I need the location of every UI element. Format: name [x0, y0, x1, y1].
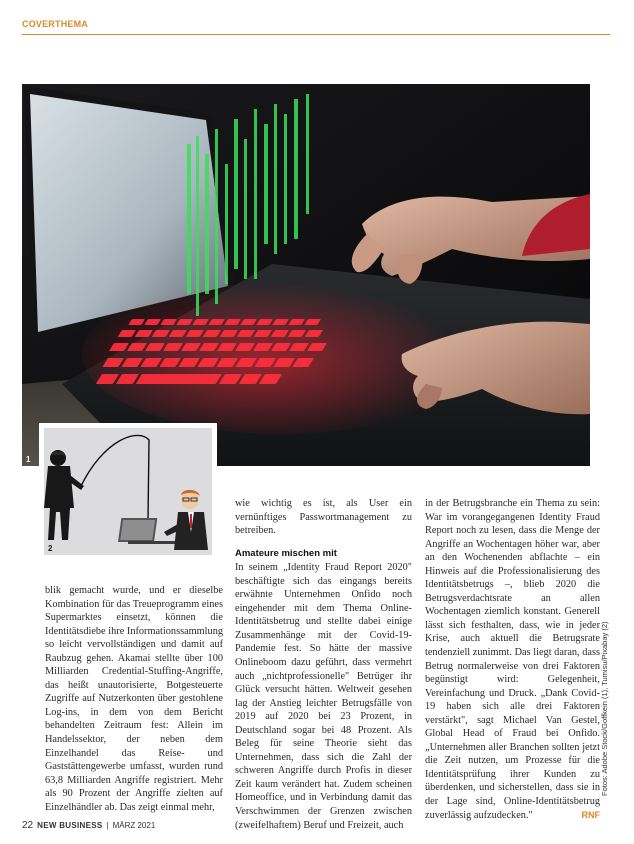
- issue-date: MÄRZ 2021: [112, 821, 156, 830]
- section-rule: [22, 34, 610, 35]
- hero-image: [22, 84, 590, 466]
- column-3-text: [425, 497, 600, 822]
- subheading: Amateure mischen mit: [235, 547, 337, 559]
- article-column-3: [425, 497, 600, 822]
- article-column-1: [45, 584, 223, 814]
- column-3-body: in der Betrugsbranche ein Thema zu sein: War im vorangegangenen Identity Fraud Report noch zu lesen, dass die Menge der Angriffe an Wochentagen höher war, aber an den Wochenenden abflachte – ein Hinweis auf die Professionalisierung des Identitätsbetrugs –, blieb 2020 die Betrugsverdachtsrate an allen Wochentagen ziemlich konstant. Generell lässt sich festhalten, dass, wie in jeder Krise, auch aktuell die Betrugsrate tendenziell zunimmt. Das liegt daran, dass Betrug normalerweise von drei Faktoren begünstigt wird: Gelegenheit, Vereinfachung und Druck. „Dank Covid-19 haben sich alle drei Faktoren verstärkt", sagt Michael Van Gestel, Global Head of Fraud bei Onfido. „Unternehmen aller Branchen sollten jetzt die Zeit nutzen, um Prozesse für die Identitätsprüfung ihrer Kunden zu überdenken, und sicherstellen, dass sie in der Lage sind, Online-Identitätsbetrug zuverlässig aufzudecken.": [425, 498, 600, 821]
- hero-image-number: 1: [26, 455, 31, 464]
- magazine-name: NEW BUSINESS: [37, 821, 103, 830]
- page-footer: [22, 820, 155, 831]
- author-signature: RNF: [581, 809, 600, 820]
- inset-illustration: [39, 423, 217, 560]
- page-number: 22: [22, 820, 34, 831]
- column-2-intro: wie wichtig es ist, als User ein vernünftiges Passwortmanagement zu betreiben.: [235, 498, 412, 537]
- column-2-text: In seinem „Identity Fraud Report 2020" beschäftigte sich das eingangs bereits erwähnte Unternehmen Onfido noch eingehender mit dem Thema Online-Identitätsbetrug und stellte dabei einige Zusammenhänge mit der Covid-19-Pandemie fest. So hätte der massive Onlineboom dazu geführt, dass vermehrt auch „nichtprofessionelle" Betrüger ihr Glück versucht hätten. Weltweit gesehen lag der Anstieg leichter Betrugsfälle von 2019 auf 2020 bei 23 Prozent, in Deutschland sogar bei 48 Prozent. Als Beleg für seine Theorie sieht das Unternehmen, dass sich die Zahl der schweren Angriffe durch Profis in dieser Zeit kaum verändert hat. Zudem scheinen Homeoffice, und in Verbindung damit das Verschwimmen der Grenzen zwischen (zweifelhaftem) Beruf und Freizeit, auch: [235, 562, 412, 831]
- section-label: COVERTHEMA: [22, 19, 89, 29]
- inset-image-number: 2: [48, 544, 53, 553]
- footer-separator: |: [106, 821, 109, 830]
- column-1-text: blik gemacht wurde, und er dieselbe Kombination für das Treueprogramm eines Supermarktes einsetzt, können die Identitätsdiebe ihre Informationssammlung so leicht vervollständigen und damit auf Raubzug gehen. Akamai stellte über 100 Milliarden Credential-Stuffing-Angriffe, das heißt unautorisierte, Botgesteuerte Zugriffe auf Nutzerkonten über gestohlene Log-ins, in dem von dem Bericht behandelten Zeitraum fest: Allein im Handelssektor, der neben dem Einzelhandel das Reise- und Gaststättengewerbe umfasst, wurden rund 63,8 Milliarden Angriffe registriert. Mehr als 90 Prozent der Angriffe zielten auf Einzelhändler ab. Das zeigt einmal mehr,: [45, 585, 223, 813]
- article-column-2: [235, 497, 412, 832]
- photo-credit: Fotos: Adobe Stock/Goffkein (1), Tumisu/Pixabay (2): [600, 621, 609, 796]
